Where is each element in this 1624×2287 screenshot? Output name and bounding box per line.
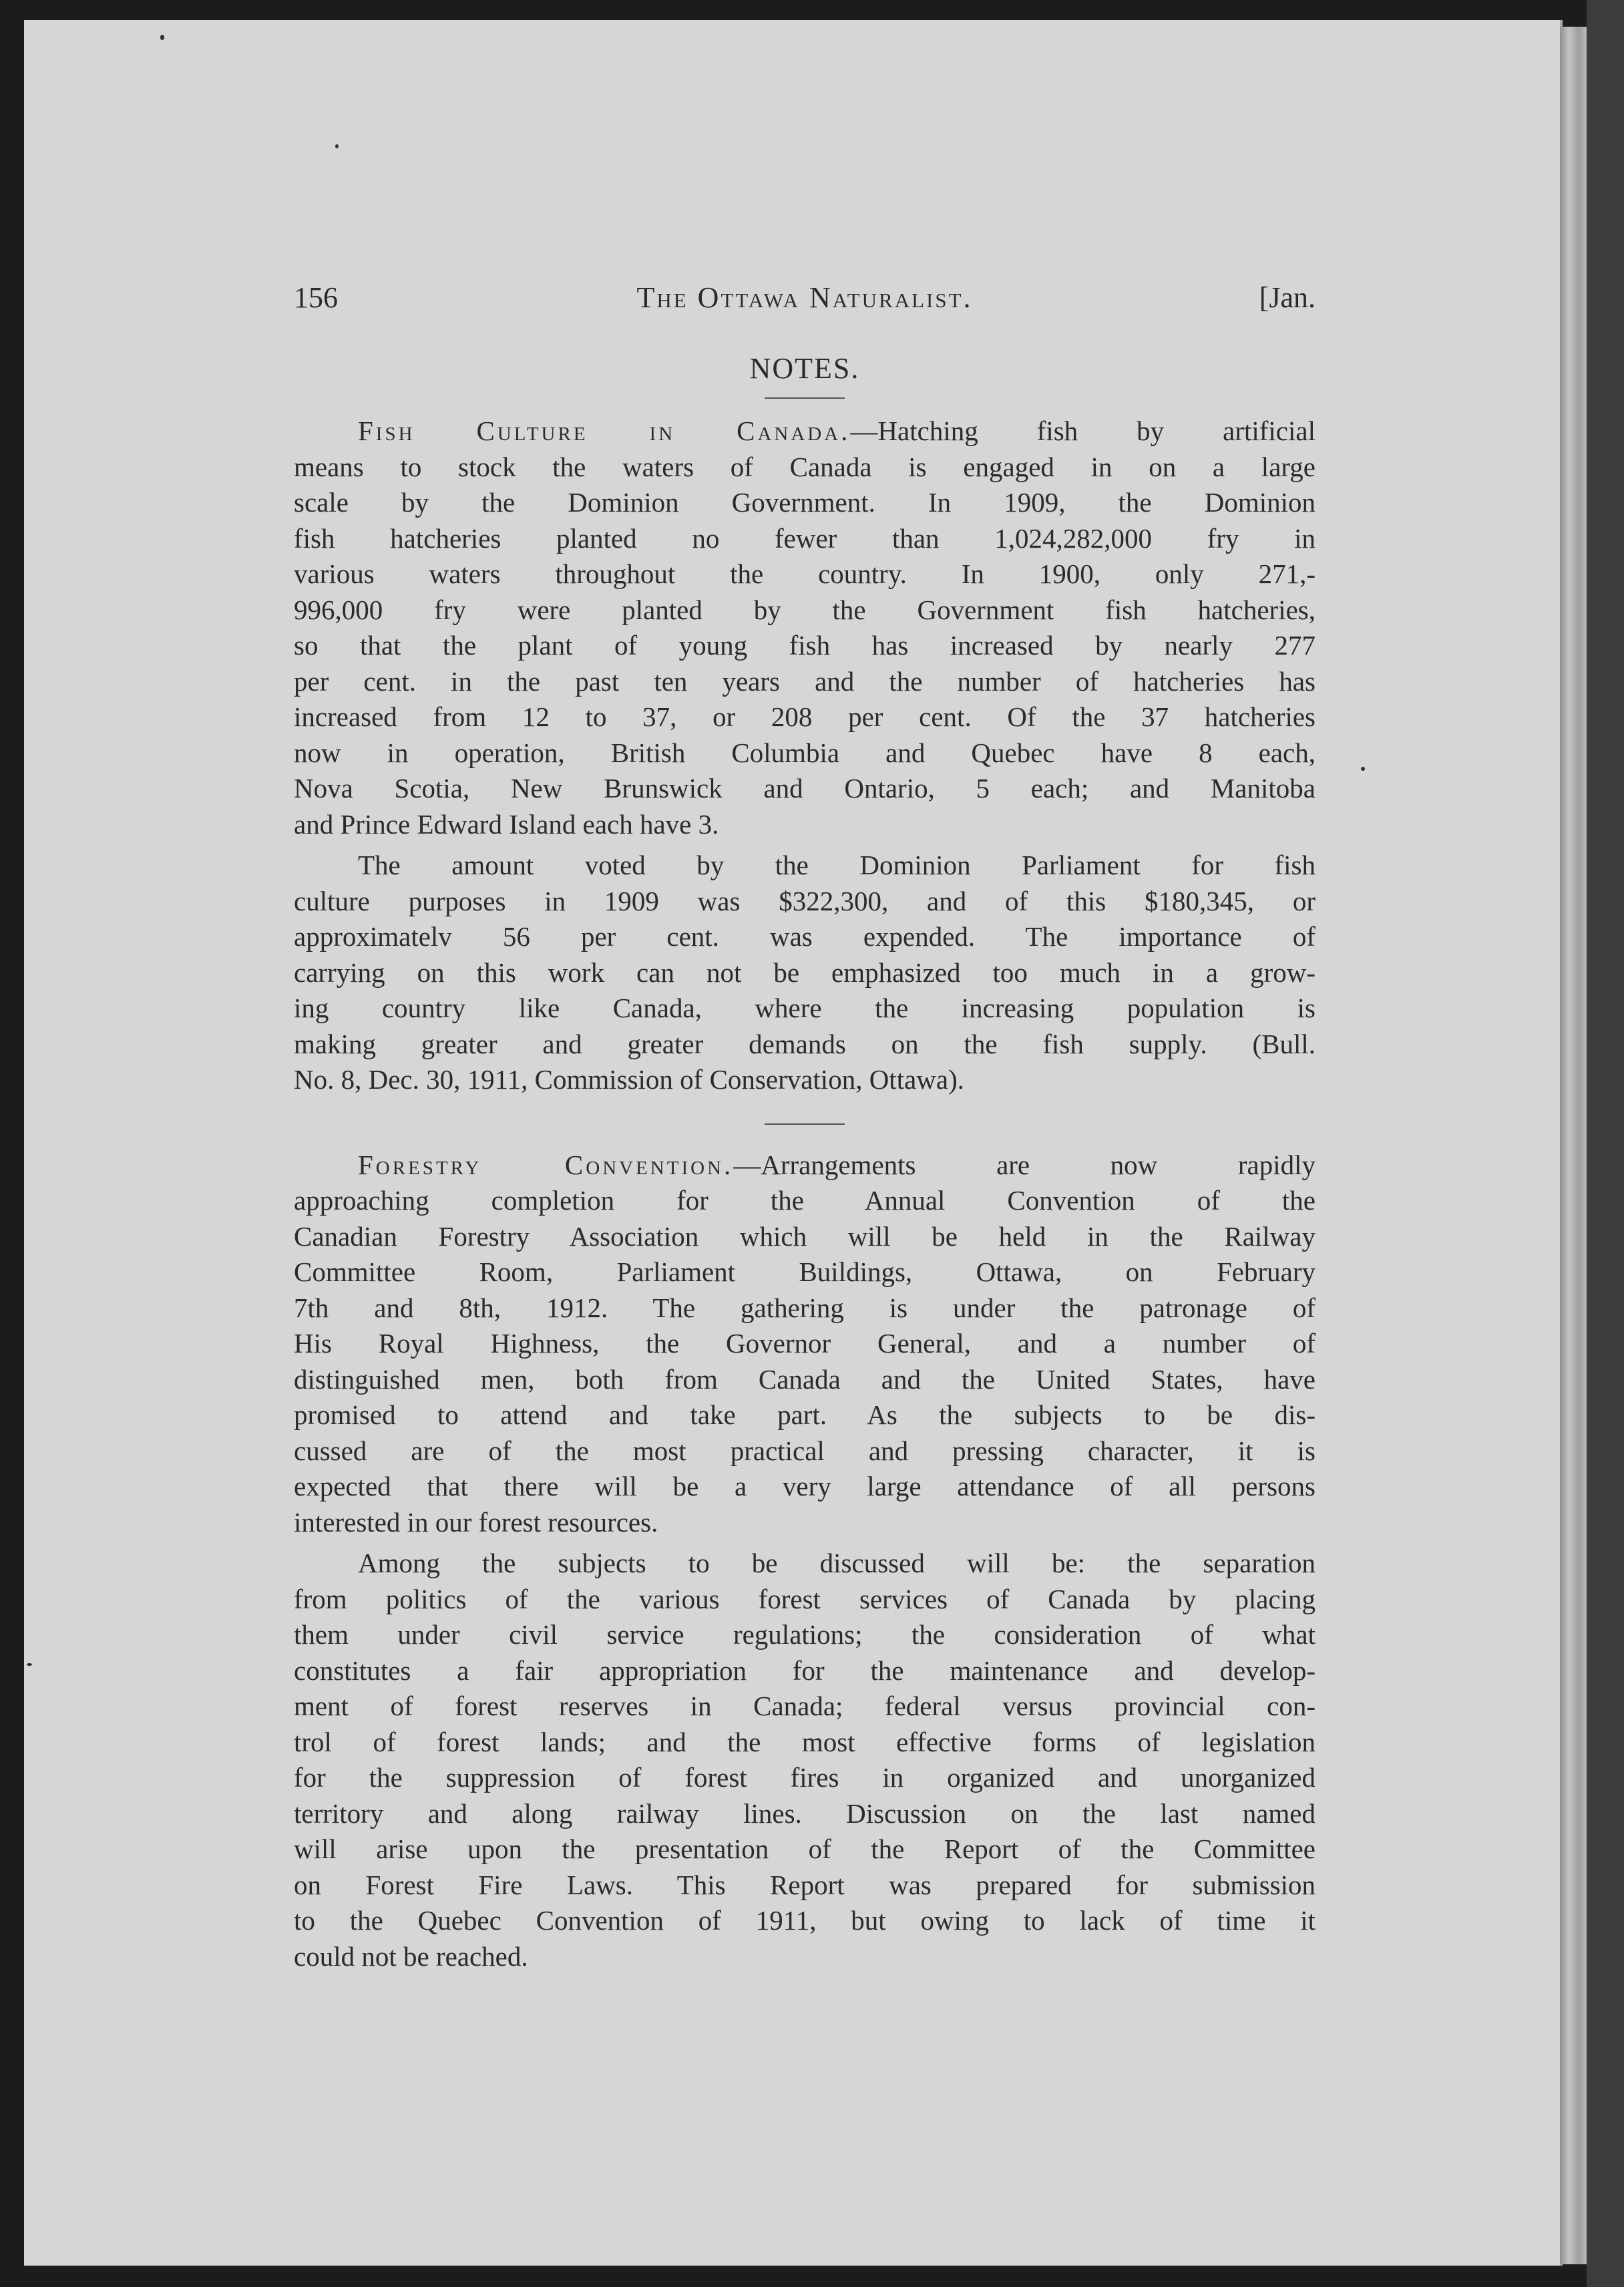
paragraph-first-line (294, 413, 1315, 450)
text-line: Committee Room, Parliament Buildings, Ottawa, on February (294, 1256, 1315, 1287)
text-line: increased from 12 to 37, or 208 per cent. Of the 37 hatcheries (294, 701, 1315, 732)
paragraph-first-line (294, 1148, 1315, 1184)
text-line: per cent. in the past ten years and the number of hatcheries has (294, 665, 1315, 697)
scan-background (1587, 0, 1624, 2287)
page-content (294, 281, 1315, 1974)
text-line: to the Quebec Convention of 1911, but owing to lack of time it (294, 1905, 1315, 1936)
text-line: ment of forest reserves in Canada; federal versus provincial con- (294, 1691, 1315, 1721)
text-line: so that the plant of young fish has increased by nearly 277 (294, 630, 1315, 661)
text-line: them under civil service regulations; the consideration of what (294, 1619, 1315, 1650)
section-rule (765, 397, 845, 399)
text-line: for the suppression of forest fires in organized and unorganized (294, 1762, 1315, 1793)
text-line: approximatelv 56 per cent. was expended. The importance of (294, 921, 1315, 952)
text-line: 7th and 8th, 1912. The gathering is under the patronage of (294, 1292, 1315, 1323)
text-line: 996,000 fry were planted by the Government fish hatcheries, (294, 594, 1315, 625)
text-line: carrying on this work can not be emphasized too much in a grow- (294, 956, 1315, 988)
article-forestry-convention (294, 1148, 1315, 1975)
article-heading: Forestry Convention. (358, 1149, 734, 1180)
text-line: The amount voted by the Dominion Parliament for fish (358, 850, 1315, 880)
issue-month: [Jan. (1259, 281, 1315, 314)
text-line: means to stock the waters of Canada is engaged in on a large (294, 451, 1315, 482)
text-line: interested in our forest resources. (294, 1506, 658, 1538)
text-line: and Prince Edward Island each have 3. (294, 808, 719, 840)
paragraph (294, 1148, 1315, 1541)
first-line-text: —Hatching fish by artificial (850, 415, 1315, 446)
text-line: promised to attend and take part. As the subjects to be dis- (294, 1399, 1315, 1430)
running-head (294, 281, 1315, 321)
article-heading: Fish Culture in Canada. (358, 415, 851, 446)
text-line: Among the subjects to be discussed will be: the separation (358, 1548, 1315, 1578)
dust-speck (27, 1663, 32, 1666)
text-line: Nova Scotia, New Brunswick and Ontario, 5 each; and Manitoba (294, 773, 1315, 804)
paragraph (294, 848, 1315, 1098)
text-line: will arise upon the presentation of the Report of the Committee (294, 1833, 1315, 1864)
text-line: could not be reached. (294, 1940, 528, 1972)
text-line: making greater and greater demands on the fish supply. (Bull. (294, 1028, 1315, 1059)
text-line: trol of forest lands; and the most effective forms of legislation (294, 1726, 1315, 1757)
text-line: expected that there will be a very large attendance of all persons (294, 1471, 1315, 1502)
article-rule (765, 1123, 845, 1125)
text-line: territory and along railway lines. Discussion on the last named (294, 1797, 1315, 1829)
page-edge (1560, 27, 1587, 2264)
text-line: various waters throughout the country. In 1900, only 271,- (294, 558, 1315, 589)
text-line: cussed are of the most practical and pressing character, it is (294, 1435, 1315, 1466)
page-number: 156 (294, 281, 338, 314)
first-line-text: —Arrangements are now rapidly (733, 1149, 1315, 1180)
text-line: Canadian Forestry Association which will be held in the Railway (294, 1220, 1315, 1252)
text-line: approaching completion for the Annual Convention of the (294, 1185, 1315, 1216)
text-line: culture purposes in 1909 was $322,300, and of this $180,345, or (294, 885, 1315, 916)
journal-title: The Ottawa Naturalist. (636, 281, 973, 314)
text-line: ing country like Canada, where the increasing population is (294, 993, 1315, 1023)
text-line: distinguished men, both from Canada and the United States, have (294, 1363, 1315, 1395)
section-title: NOTES. (749, 352, 860, 385)
dust-speck (160, 35, 164, 40)
dust-speck (1361, 767, 1365, 771)
text-line: constitutes a fair appropriation for the maintenance and develop- (294, 1654, 1315, 1686)
text-line: His Royal Highness, the Governor General, and a number of (294, 1328, 1315, 1359)
dust-speck (335, 144, 339, 148)
text-line: fish hatcheries planted no fewer than 1,024,282,000 fry in (294, 522, 1315, 554)
text-line: scale by the Dominion Government. In 1909, the Dominion (294, 487, 1315, 518)
article-fish-culture (294, 413, 1315, 1098)
paragraph (294, 1546, 1315, 1974)
paragraph (294, 413, 1315, 842)
text-line: No. 8, Dec. 30, 1911, Commission of Conservation, Ottawa). (294, 1064, 964, 1095)
text-line: now in operation, British Columbia and Quebec have 8 each, (294, 737, 1315, 768)
text-line: from politics of the various forest services of Canada by placing (294, 1583, 1315, 1614)
text-line: on Forest Fire Laws. This Report was prepared for submission (294, 1869, 1315, 1900)
